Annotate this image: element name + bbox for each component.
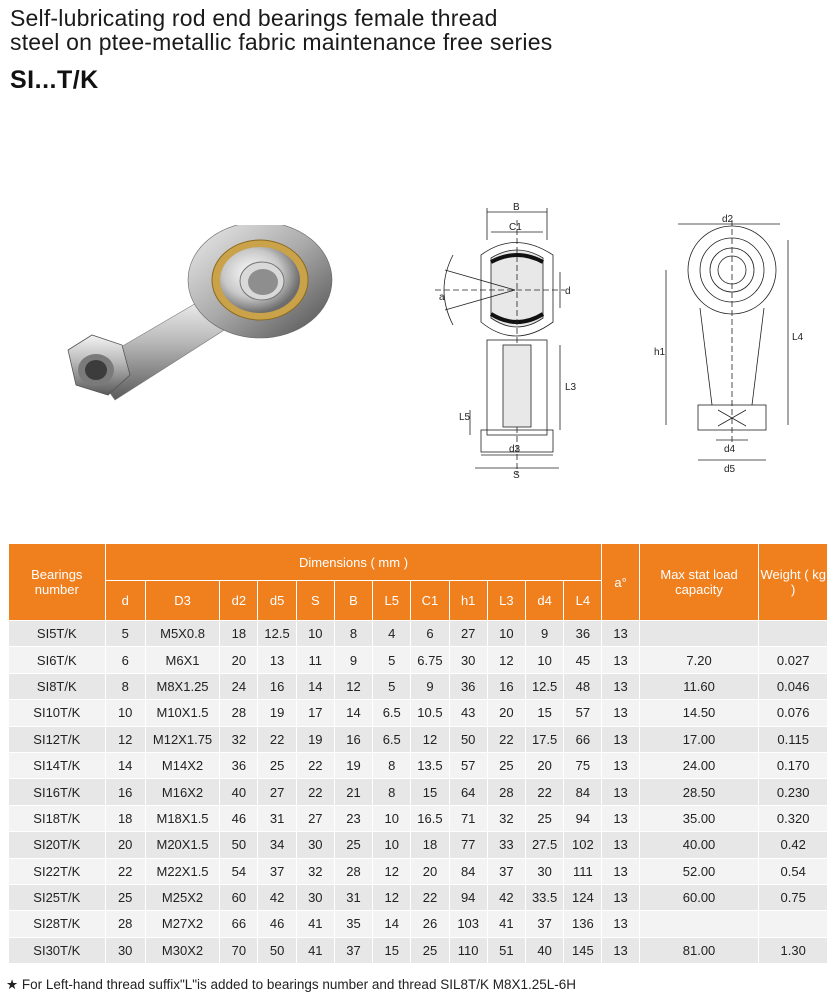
table-cell: 13 xyxy=(602,726,639,752)
table-cell: 37 xyxy=(258,858,296,884)
table-cell: 6 xyxy=(411,621,449,647)
table-cell: 25 xyxy=(411,937,449,963)
table-cell: 13 xyxy=(602,832,639,858)
table-cell: 94 xyxy=(449,884,487,910)
table-cell: 14 xyxy=(296,673,334,699)
footnote: ★ For Left-hand thread suffix"L"is added to bearings number and thread SIL8T/K M8X1.25L-6H xyxy=(6,977,577,992)
table-cell: 37 xyxy=(526,911,564,937)
table-cell: 12 xyxy=(373,884,411,910)
table-cell: 27 xyxy=(296,805,334,831)
table-cell: 4 xyxy=(373,621,411,647)
table-cell: 102 xyxy=(564,832,602,858)
table-cell: 0.115 xyxy=(759,726,828,752)
table-cell: 12 xyxy=(105,726,145,752)
table-row xyxy=(9,779,828,805)
table-cell: 41 xyxy=(296,911,334,937)
table-cell: 13 xyxy=(602,805,639,831)
table-cell: 20 xyxy=(411,858,449,884)
table-cell: 32 xyxy=(487,805,525,831)
table-cell: 25 xyxy=(105,884,145,910)
page-title xyxy=(10,6,552,54)
table-row xyxy=(9,805,828,831)
table-cell: M12X1.75 xyxy=(145,726,219,752)
table-cell: 22 xyxy=(411,884,449,910)
title-line-1: Self-lubricating rod end bearings female thread xyxy=(10,5,498,31)
rod-end-bearing-photo xyxy=(60,225,340,445)
table-cell: M14X2 xyxy=(145,752,219,778)
table-cell: 18 xyxy=(411,832,449,858)
table-cell: 41 xyxy=(296,937,334,963)
table-cell: 40.00 xyxy=(639,832,759,858)
table-cell: 31 xyxy=(258,805,296,831)
header-col-c1: C1 xyxy=(411,581,449,621)
table-cell: 10 xyxy=(373,805,411,831)
table-row xyxy=(9,726,828,752)
specification-table xyxy=(8,543,828,964)
table-cell: 13 xyxy=(602,884,639,910)
table-cell: 12 xyxy=(487,647,525,673)
table-cell: 46 xyxy=(258,911,296,937)
table-cell: 8 xyxy=(373,752,411,778)
table-cell: 16 xyxy=(487,673,525,699)
table-cell: M8X1.25 xyxy=(145,673,219,699)
table-row xyxy=(9,647,828,673)
table-cell: SI5T/K xyxy=(9,621,106,647)
table-cell: M20X1.5 xyxy=(145,832,219,858)
table-cell: 84 xyxy=(564,779,602,805)
table-cell: 64 xyxy=(449,779,487,805)
label-d: d xyxy=(565,286,571,297)
table-cell: 50 xyxy=(449,726,487,752)
table-cell: 17.00 xyxy=(639,726,759,752)
table-cell: 136 xyxy=(564,911,602,937)
table-cell: 13 xyxy=(258,647,296,673)
table-cell: 6 xyxy=(105,647,145,673)
header-col-d: d xyxy=(105,581,145,621)
table-cell: 9 xyxy=(526,621,564,647)
table-cell: 9 xyxy=(411,673,449,699)
header-col-d2: d2 xyxy=(220,581,258,621)
table-cell: 18 xyxy=(220,621,258,647)
table-cell: 28 xyxy=(220,700,258,726)
table-cell: 18 xyxy=(105,805,145,831)
table-cell: 22 xyxy=(258,726,296,752)
header-col-s: S xyxy=(296,581,334,621)
table-cell: M25X2 xyxy=(145,884,219,910)
section-drawing xyxy=(415,200,580,485)
table-cell: 60 xyxy=(220,884,258,910)
table-cell: SI10T/K xyxy=(9,700,106,726)
table-cell: 50 xyxy=(258,937,296,963)
table-cell: 24 xyxy=(220,673,258,699)
label-a: a xyxy=(439,292,445,303)
table-cell: 22 xyxy=(296,752,334,778)
table-cell: 10 xyxy=(373,832,411,858)
label-L5: L5 xyxy=(459,412,471,423)
table-cell: 32 xyxy=(220,726,258,752)
table-cell: 5 xyxy=(373,647,411,673)
label-L3: L3 xyxy=(565,382,577,393)
table-cell: 70 xyxy=(220,937,258,963)
table-cell: 8 xyxy=(373,779,411,805)
header-col-l5: L5 xyxy=(373,581,411,621)
table-cell: SI6T/K xyxy=(9,647,106,673)
table-cell: 21 xyxy=(334,779,372,805)
table-cell: 42 xyxy=(258,884,296,910)
table-cell: 22 xyxy=(487,726,525,752)
label-C1: C1 xyxy=(509,222,522,233)
table-cell: 81.00 xyxy=(639,937,759,963)
table-cell: 28 xyxy=(334,858,372,884)
table-cell: 43 xyxy=(449,700,487,726)
table-cell: 16 xyxy=(105,779,145,805)
table-cell: 110 xyxy=(449,937,487,963)
table-cell: 46 xyxy=(220,805,258,831)
header-col-l3: L3 xyxy=(487,581,525,621)
table-cell: 7.20 xyxy=(639,647,759,673)
table-cell: 22 xyxy=(105,858,145,884)
table-row xyxy=(9,700,828,726)
table-cell: 13 xyxy=(602,647,639,673)
table-row xyxy=(9,884,828,910)
label-d5: d5 xyxy=(724,464,736,475)
table-cell: 57 xyxy=(564,700,602,726)
table-cell: 14 xyxy=(105,752,145,778)
table-cell: 32 xyxy=(296,858,334,884)
table-cell: 12.5 xyxy=(526,673,564,699)
table-cell: 20 xyxy=(487,700,525,726)
table-cell: SI12T/K xyxy=(9,726,106,752)
table-cell: 19 xyxy=(296,726,334,752)
table-cell: 17.5 xyxy=(526,726,564,752)
table-cell: M6X1 xyxy=(145,647,219,673)
header-weight: Weight ( kg ) xyxy=(759,544,828,621)
header-angle: a° xyxy=(602,544,639,621)
table-cell: 12 xyxy=(334,673,372,699)
table-cell: 145 xyxy=(564,937,602,963)
table-cell: 0.230 xyxy=(759,779,828,805)
table-cell: 28 xyxy=(105,911,145,937)
table-cell: 40 xyxy=(526,937,564,963)
table-cell: 17 xyxy=(296,700,334,726)
header-max-stat-load: Max stat load capacity xyxy=(639,544,759,621)
table-cell: 5 xyxy=(373,673,411,699)
label-d2: d2 xyxy=(722,214,734,225)
table-cell: 27 xyxy=(449,621,487,647)
table-cell: 40 xyxy=(220,779,258,805)
label-S: S xyxy=(513,470,520,481)
header-col-l4: L4 xyxy=(564,581,602,621)
table-cell: 10 xyxy=(296,621,334,647)
table-cell: 103 xyxy=(449,911,487,937)
table-cell: 22 xyxy=(526,779,564,805)
table-cell: 8 xyxy=(334,621,372,647)
table-cell: 16 xyxy=(258,673,296,699)
label-h1: h1 xyxy=(654,347,666,358)
table-cell xyxy=(639,911,759,937)
table-cell: 37 xyxy=(487,858,525,884)
table-cell: 6.75 xyxy=(411,647,449,673)
table-cell: 0.75 xyxy=(759,884,828,910)
table-cell: M27X2 xyxy=(145,911,219,937)
table-cell: 66 xyxy=(564,726,602,752)
table-cell: 20 xyxy=(526,752,564,778)
header-col-d5: d5 xyxy=(258,581,296,621)
table-cell: 30 xyxy=(105,937,145,963)
table-cell: 42 xyxy=(487,884,525,910)
outline-drawing xyxy=(650,210,810,475)
header-dimensions: Dimensions ( mm ) xyxy=(105,544,602,581)
table-cell: 13 xyxy=(602,911,639,937)
table-cell: 54 xyxy=(220,858,258,884)
table-cell: 66 xyxy=(220,911,258,937)
table-cell: 0.027 xyxy=(759,647,828,673)
table-cell: SI20T/K xyxy=(9,832,106,858)
table-cell xyxy=(759,621,828,647)
table-cell: M22X1.5 xyxy=(145,858,219,884)
table-cell: 15 xyxy=(411,779,449,805)
table-row xyxy=(9,673,828,699)
table-cell: 36 xyxy=(564,621,602,647)
title-line-2: steel on ptee-metallic fabric maintenance free series xyxy=(10,29,553,55)
table-cell: 28 xyxy=(487,779,525,805)
table-cell: 25 xyxy=(526,805,564,831)
table-cell: 16 xyxy=(334,726,372,752)
table-cell: 10 xyxy=(526,647,564,673)
table-cell: 60.00 xyxy=(639,884,759,910)
table-cell: 45 xyxy=(564,647,602,673)
table-cell: 0.54 xyxy=(759,858,828,884)
table-cell: 25 xyxy=(487,752,525,778)
table-cell: 0.42 xyxy=(759,832,828,858)
label-d3: d3 xyxy=(509,444,521,455)
table-cell: 30 xyxy=(449,647,487,673)
table-cell: 75 xyxy=(564,752,602,778)
table-cell: 12.5 xyxy=(258,621,296,647)
table-cell: 20 xyxy=(220,647,258,673)
table-cell: 30 xyxy=(296,884,334,910)
table-cell: 13 xyxy=(602,673,639,699)
table-cell: 13 xyxy=(602,621,639,647)
table-cell: 0.170 xyxy=(759,752,828,778)
table-cell: 31 xyxy=(334,884,372,910)
table-row xyxy=(9,911,828,937)
table-cell: 9 xyxy=(334,647,372,673)
table-cell: M18X1.5 xyxy=(145,805,219,831)
table-cell xyxy=(639,621,759,647)
table-cell: 25 xyxy=(334,832,372,858)
header-col-d4: d4 xyxy=(526,581,564,621)
table-cell: 6.5 xyxy=(373,726,411,752)
table-cell: 111 xyxy=(564,858,602,884)
table-cell: SI16T/K xyxy=(9,779,106,805)
table-cell: 27 xyxy=(258,779,296,805)
label-L4: L4 xyxy=(792,332,804,343)
table-cell: 15 xyxy=(526,700,564,726)
table-cell: SI8T/K xyxy=(9,673,106,699)
table-cell: SI28T/K xyxy=(9,911,106,937)
table-cell: SI18T/K xyxy=(9,805,106,831)
table-row xyxy=(9,858,828,884)
table-cell: 14 xyxy=(373,911,411,937)
table-cell: 10.5 xyxy=(411,700,449,726)
table-cell: 13 xyxy=(602,937,639,963)
table-cell: 16.5 xyxy=(411,805,449,831)
table-cell: 14.50 xyxy=(639,700,759,726)
table-cell: 13 xyxy=(602,779,639,805)
table-cell: 94 xyxy=(564,805,602,831)
table-cell: 11.60 xyxy=(639,673,759,699)
table-cell: 77 xyxy=(449,832,487,858)
table-cell: 25 xyxy=(258,752,296,778)
table-cell: 34 xyxy=(258,832,296,858)
table-cell: 14 xyxy=(334,700,372,726)
header-col-h1: h1 xyxy=(449,581,487,621)
table-cell: 23 xyxy=(334,805,372,831)
table-cell: 24.00 xyxy=(639,752,759,778)
table-cell: 36 xyxy=(220,752,258,778)
header-col-b: B xyxy=(334,581,372,621)
table-cell: 10 xyxy=(105,700,145,726)
table-cell: 19 xyxy=(334,752,372,778)
table-cell: 10 xyxy=(487,621,525,647)
table-cell: 0.320 xyxy=(759,805,828,831)
table-row xyxy=(9,937,828,963)
table-cell: 13.5 xyxy=(411,752,449,778)
table-cell: SI25T/K xyxy=(9,884,106,910)
table-cell: 0.076 xyxy=(759,700,828,726)
table-cell: 28.50 xyxy=(639,779,759,805)
table-cell: M30X2 xyxy=(145,937,219,963)
table-cell: 50 xyxy=(220,832,258,858)
label-B: B xyxy=(513,202,520,213)
table-cell: M16X2 xyxy=(145,779,219,805)
table-row xyxy=(9,752,828,778)
table-cell: 22 xyxy=(296,779,334,805)
table-cell: 12 xyxy=(373,858,411,884)
table-cell: 48 xyxy=(564,673,602,699)
table-cell: 84 xyxy=(449,858,487,884)
table-cell: 20 xyxy=(105,832,145,858)
table-cell: 5 xyxy=(105,621,145,647)
table-cell: 11 xyxy=(296,647,334,673)
table-cell: 36 xyxy=(449,673,487,699)
table-row xyxy=(9,832,828,858)
table-cell: 30 xyxy=(296,832,334,858)
table-cell: SI30T/K xyxy=(9,937,106,963)
table-cell: M10X1.5 xyxy=(145,700,219,726)
table-cell: 12 xyxy=(411,726,449,752)
table-cell: 6.5 xyxy=(373,700,411,726)
table-cell: 124 xyxy=(564,884,602,910)
table-cell: 33 xyxy=(487,832,525,858)
table-cell: 35 xyxy=(334,911,372,937)
table-cell xyxy=(759,911,828,937)
table-cell: 33.5 xyxy=(526,884,564,910)
table-cell: 37 xyxy=(334,937,372,963)
table-cell: 30 xyxy=(526,858,564,884)
table-cell: 1.30 xyxy=(759,937,828,963)
header-bearings-number: Bearings number xyxy=(9,544,106,621)
table-cell: 71 xyxy=(449,805,487,831)
table-cell: 15 xyxy=(373,937,411,963)
table-cell: SI22T/K xyxy=(9,858,106,884)
table-cell: 13 xyxy=(602,858,639,884)
table-cell: 27.5 xyxy=(526,832,564,858)
label-d4: d4 xyxy=(724,444,736,455)
table-cell: 26 xyxy=(411,911,449,937)
table-cell: 57 xyxy=(449,752,487,778)
series-code: SI...T/K xyxy=(10,66,99,94)
table-cell: 19 xyxy=(258,700,296,726)
table-cell: 52.00 xyxy=(639,858,759,884)
table-cell: 13 xyxy=(602,700,639,726)
table-cell: SI14T/K xyxy=(9,752,106,778)
table-cell: 8 xyxy=(105,673,145,699)
table-cell: 51 xyxy=(487,937,525,963)
table-cell: M5X0.8 xyxy=(145,621,219,647)
table-cell: 0.046 xyxy=(759,673,828,699)
table-row xyxy=(9,621,828,647)
table-cell: 35.00 xyxy=(639,805,759,831)
table-cell: 41 xyxy=(487,911,525,937)
table-cell: 13 xyxy=(602,752,639,778)
header-col-d3: D3 xyxy=(145,581,219,621)
